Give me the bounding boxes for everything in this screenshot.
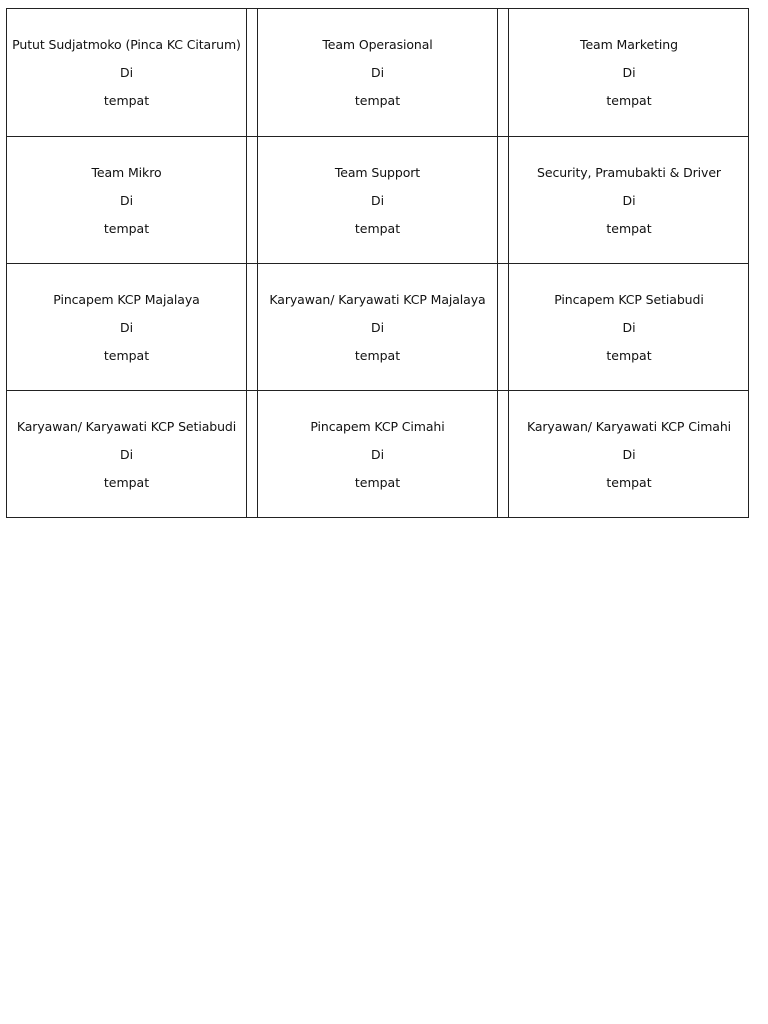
recipient-line-tempat: tempat [606, 92, 652, 108]
recipient-name: Team Mikro [91, 165, 162, 180]
recipient-line-tempat: tempat [103, 475, 150, 490]
recipient-line-tempat: tempat [606, 221, 652, 236]
recipient-line-tempat: tempat [103, 92, 150, 108]
recipient-line-tempat: tempat [103, 221, 150, 236]
recipient-line-di: Di [119, 320, 134, 335]
recipient-line-di: Di [622, 193, 636, 208]
recipient-line-di: Di [622, 64, 636, 80]
recipient-name: Team Marketing [580, 36, 678, 52]
recipient-line-di: Di [119, 64, 134, 80]
address-label [7, 9, 246, 136]
recipient-line-tempat: tempat [606, 348, 652, 363]
recipient-line-tempat: tempat [354, 475, 401, 490]
label-row [7, 263, 748, 392]
recipient-line-di: Di [622, 320, 636, 335]
label-row [7, 9, 748, 136]
address-label [258, 391, 497, 519]
recipient-line-di: Di [370, 193, 385, 208]
recipient-line-tempat: tempat [606, 475, 652, 490]
address-label-table [6, 8, 749, 518]
address-label [509, 137, 749, 265]
address-label [7, 391, 246, 519]
recipient-name: Putut Sudjatmoko (Pinca KC Citarum) [12, 36, 241, 52]
recipient-line-di: Di [370, 320, 385, 335]
address-label [258, 137, 497, 265]
recipient-name: Karyawan/ Karyawati KCP Cimahi [526, 419, 732, 434]
recipient-line-di: Di [119, 447, 134, 462]
recipient-name: Security, Pramubakti & Driver [537, 165, 721, 180]
address-label [509, 391, 749, 519]
label-row [7, 390, 748, 519]
recipient-line-tempat: tempat [103, 348, 150, 363]
recipient-name: Pincapem KCP Cimahi [310, 419, 445, 434]
address-label [7, 137, 246, 265]
recipient-name: Karyawan/ Karyawati KCP Majalaya [269, 292, 486, 307]
address-label [258, 9, 497, 136]
recipient-line-tempat: tempat [354, 348, 401, 363]
address-label [7, 264, 246, 392]
address-label [258, 264, 497, 392]
recipient-name: Karyawan/ Karyawati KCP Setiabudi [16, 419, 237, 434]
recipient-name: Team Support [334, 165, 421, 180]
address-label [509, 9, 749, 136]
label-row [7, 136, 748, 265]
recipient-line-di: Di [370, 64, 385, 80]
recipient-name: Pincapem KCP Majalaya [53, 292, 200, 307]
recipient-name: Pincapem KCP Setiabudi [554, 292, 704, 307]
recipient-line-di: Di [370, 447, 385, 462]
recipient-line-di: Di [119, 193, 134, 208]
recipient-name: Team Operasional [322, 36, 433, 52]
recipient-line-tempat: tempat [354, 221, 401, 236]
address-label [509, 264, 749, 392]
recipient-line-di: Di [622, 447, 636, 462]
recipient-line-tempat: tempat [354, 92, 401, 108]
